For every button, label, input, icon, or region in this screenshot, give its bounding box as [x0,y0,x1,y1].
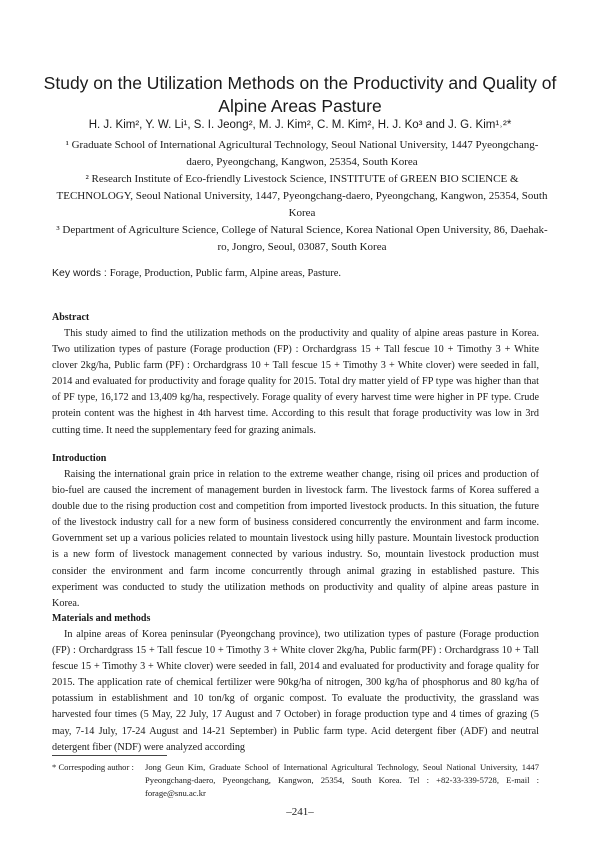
affiliation-3: ³ Department of Agriculture Science, College of Natural Science, Korea National Open University, 86, Daehak-ro, Jongro, Seoul, 03087, South Korea [56,224,548,253]
footnote-label: * Correspoding author : [52,762,134,772]
title-line-1: Study on the Utilization Methods on the Productivity and Quality of [43,73,557,93]
keywords-value: Forage, Production, Public farm, Alpine areas, Pasture. [109,268,342,279]
footnote [52,761,539,800]
keywords-label: Key words : [52,267,107,279]
keywords [52,267,552,279]
affiliation-1: ¹ Graduate School of International Agricultural Technology, Seoul National University, 1447 Pyeongchang-daero, Pyeongchang, Kangwon, 25354, South Korea [65,139,539,168]
author-list: H. J. Kim², Y. W. Li¹, S. I. Jeong², M. J. Kim², C. M. Kim², H. J. Ko³ and J. G. Kim¹˒²* [88,119,512,131]
footnote-text: Jong Geun Kim, Graduate School of International Agricultural Technology, Seoul National University, 1447 Pyeongchang-daero, Pyeongchang, Kangwon, 25354, South Korea. Tel : +82-33-339-5728, E-mail : forage@snu.ac.kr [145,762,539,798]
title-line-2: Alpine Areas Pasture [218,96,382,116]
methods-heading: Materials and methods [52,613,151,624]
footnote-divider [52,755,167,756]
affiliation-2: ² Research Institute of Eco-friendly Livestock Science, INSTITUTE of GREEN BIO SCIENCE & TECHNOLOGY, Seoul National University, 1447, Pyeongchang-daero, Pyeongchang, Kangwon, 25354, South Korea [56,173,548,219]
methods-body: In alpine areas of Korea peninsular (Pyeongchang province), two utilization types of pasture (Forage production (FP) : Orchardgrass 15 + Tall fescue 10 + Timothy 3 + White clover 2kg/ha, Public farm(PF) : Orchardgrass 10 + Tall fescue 15 + Timothy 3 + White clover) were seeded in fall, 2014 and evaluated for productivity and forage quality for 2015. The application rate of chemical fertilizer were 90kg/ha of nitrogen, 300 kg/ha of phosphorus and 80 kg/ha of potassium in establishment and 10 ton/kg of organic compost. To evaluate the productivity, the grassland was harvested four times (5 May, 22 July, 17 August and 7 October) in forage production type and 4 times of grazing (5 may, 7-14 July, 17-24 August and 14-21 September) in Public farm type. Acid detergent fiber (ADF) and neutral detergent fiber (NDF) were analyzed according [52,629,539,753]
introduction-body: Raising the international grain price in relation to the extreme weather change, rising oil prices and production of bio-fuel are caused the increment of management burden in livestock farm. The livestock farms of Korea suffered a double due to the rising production cost and competition from imported livestock products. In this situation, the future of the livestock industry call for a new form of business considered concurrently the environment and farm income. Government set up a various policies related to mountain livestock using hilly pasture. Mountain livestock production is a new form of livestock management connected by various industry. So, mountain livestock production must consider the environment and farm income concurrently through animal grazing in established pasture. This experiment was conducted to study the utilization methods on productivity and quality of alpine areas pasture in Korea. [52,469,539,609]
abstract-body: This study aimed to find the utilization methods on the productivity and quality of alpine areas pasture in Korea. Two utilization types of pasture (Forage production (FP) : Orchardgrass 15 + Tall fescue 10 + Timothy 3 + White clover 2kg/ha, Public farm (PF) : Orchardgrass 10 + Tall fescue 15 + Timothy 3 + White clover) were seeded in fall, 2014 and evaluated for productivity and forage quality for 2015. Total dry matter yield of FP type was higher than that of PF type, 16,172 and 13,409 kg/ha, respectively. Forage quality of every harvest time were higher in PF type. Crude protein content was the highest in 4th harvest time. According to this result that forage productivity was low in 3rd cutting time. It need the supplementary feed for grazing animals. [52,328,539,436]
paper-title [0,72,600,118]
abstract-heading: Abstract [52,312,90,323]
page-number: –241– [286,806,314,818]
introduction-heading: Introduction [52,453,107,464]
